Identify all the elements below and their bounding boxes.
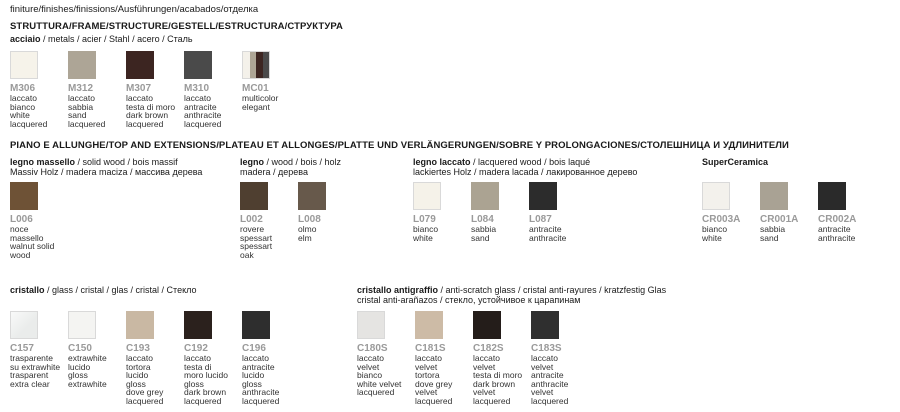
solid-wood-label: [10, 157, 178, 167]
code-mc01: MC01: [242, 83, 269, 94]
swatch-c183s[interactable]: [531, 311, 559, 339]
swatch-c181s[interactable]: [415, 311, 443, 339]
swatch-l002[interactable]: [240, 182, 268, 210]
top-heading: PIANO E ALLUNGHE/TOP AND EXTENSIONS/PLATEAU ET ALLONGES/PLATTE UND VERLÄNGERUNGEN/SOBRE Y PROLONGACIONES/СТОЛЕШНИЦА И УДЛИНИТЕЛИ: [10, 140, 789, 151]
code-c183s: C183S: [531, 343, 562, 354]
swatch-cr002a[interactable]: [818, 182, 846, 210]
metals-label: [10, 34, 193, 44]
code-m306: M306: [10, 83, 36, 94]
swatch-l006[interactable]: [10, 182, 38, 210]
swatch-m312[interactable]: [68, 51, 96, 79]
code-l087: L087: [529, 214, 552, 225]
code-c180s: C180S: [357, 343, 388, 354]
desc-c180s: laccato velvet bianco white velvet lacquered: [357, 353, 402, 398]
swatch-m307[interactable]: [126, 51, 154, 79]
swatch-cr003a[interactable]: [702, 182, 730, 210]
solid-wood-label-bold: legno massello: [10, 157, 76, 167]
desc-m312: laccato sabbia sand lacquered: [68, 93, 106, 129]
swatch-cr001a[interactable]: [760, 182, 788, 210]
swatch-m310[interactable]: [184, 51, 212, 79]
glass-label-rest: / glass / cristal / glas / cristal / Стекло: [44, 285, 197, 295]
lacquered-wood-label-bold: legno laccato: [413, 157, 471, 167]
code-cr001a: CR001A: [760, 214, 799, 225]
glass-label-bold: cristallo: [10, 285, 45, 295]
swatch-c157[interactable]: [10, 311, 38, 339]
glass-label: [10, 285, 196, 295]
code-l079: L079: [413, 214, 436, 225]
code-c193: C193: [126, 343, 150, 354]
solid-wood-label-line2: Massiv Holz / madera maciza / массива дерева: [10, 167, 203, 177]
desc-l087: antracite anthracite: [529, 224, 567, 243]
wood-label-rest: / wood / bois / holz: [264, 157, 342, 167]
code-c182s: C182S: [473, 343, 504, 354]
swatch-c150[interactable]: [68, 311, 96, 339]
ceramic-label: SuperCeramica: [702, 157, 769, 167]
desc-c183s: laccato velvet antracite anthracite velvet lacquered: [531, 353, 569, 406]
metals-label-bold: acciaio: [10, 34, 41, 44]
swatch-m306[interactable]: [10, 51, 38, 79]
desc-l008: olmo elm: [298, 224, 317, 243]
desc-c181s: laccato velvet tortora dove grey velvet lacquered: [415, 353, 453, 406]
swatch-c180s[interactable]: [357, 311, 385, 339]
code-cr002a: CR002A: [818, 214, 857, 225]
code-cr003a: CR003A: [702, 214, 741, 225]
swatch-l087[interactable]: [529, 182, 557, 210]
code-l008: L008: [298, 214, 321, 225]
structure-heading: STRUTTURA/FRAME/STRUCTURE/GESTELL/ESTRUCTURA/СТРУКТУРА: [10, 21, 343, 32]
lacquered-wood-label-line2: lackiertes Holz / madera lacada / лакированное дерево: [413, 167, 638, 177]
desc-cr001a: sabbia sand: [760, 224, 786, 243]
desc-c182s: laccato velvet testa di moro dark brown velvet lacquered: [473, 353, 523, 406]
swatch-mc01[interactable]: [242, 51, 270, 79]
swatch-l079[interactable]: [413, 182, 441, 210]
desc-l006: noce massello walnut solid wood: [10, 224, 55, 260]
code-l006: L006: [10, 214, 33, 225]
solid-wood-label-rest: / solid wood / bois massif: [75, 157, 178, 167]
code-l084: L084: [471, 214, 494, 225]
swatch-c192[interactable]: [184, 311, 212, 339]
code-m307: M307: [126, 83, 152, 94]
code-c150: C150: [68, 343, 92, 354]
wood-label-line2: madera / дерева: [240, 167, 308, 177]
code-c196: C196: [242, 343, 266, 354]
desc-m306: laccato bianco white lacquered: [10, 93, 48, 129]
swatch-l084[interactable]: [471, 182, 499, 210]
desc-mc01: multicolor elegant: [242, 93, 279, 112]
desc-l002: rovere spessart spessart oak: [240, 224, 273, 260]
swatch-c182s[interactable]: [473, 311, 501, 339]
anti-scratch-label-line2: cristal anti-arañazos / стекло, устойчивое к царапинам: [357, 295, 581, 305]
desc-m307: laccato testa di moro dark brown lacquered: [126, 93, 176, 129]
swatch-l008[interactable]: [298, 182, 326, 210]
desc-c196: laccato antracite lucido gloss anthracite lacquered: [242, 353, 280, 406]
desc-l084: sabbia sand: [471, 224, 497, 243]
lacquered-wood-label: [413, 157, 590, 167]
desc-c193: laccato tortora lucido gloss dove grey lacquered: [126, 353, 164, 406]
code-m312: M312: [68, 83, 94, 94]
swatch-c193[interactable]: [126, 311, 154, 339]
page-title: finiture/finishes/finissions/Ausführungen/acabados/отделка: [10, 4, 259, 15]
anti-scratch-label: [357, 285, 666, 295]
desc-c150: extrawhite lucido gloss extrawhite: [68, 353, 107, 389]
code-m310: M310: [184, 83, 210, 94]
swatch-c196[interactable]: [242, 311, 270, 339]
code-c157: C157: [10, 343, 34, 354]
code-c192: C192: [184, 343, 208, 354]
desc-cr002a: antracite anthracite: [818, 224, 856, 243]
desc-c157: trasparente su extrawhite trasparent extra clear: [10, 353, 61, 389]
wood-label-bold: legno: [240, 157, 264, 167]
code-l002: L002: [240, 214, 263, 225]
desc-cr003a: bianco white: [702, 224, 728, 243]
anti-scratch-label-rest: / anti-scratch glass / cristal anti-rayures / kratzfestig Glas: [438, 285, 667, 295]
desc-l079: bianco white: [413, 224, 439, 243]
desc-c192: laccato testa di moro lucido gloss dark brown lacquered: [184, 353, 228, 406]
multicolor-stripe: [263, 52, 270, 78]
lacquered-wood-label-rest: / lacquered wood / bois laqué: [470, 157, 591, 167]
code-c181s: C181S: [415, 343, 446, 354]
anti-scratch-label-bold: cristallo antigraffio: [357, 285, 439, 295]
desc-m310: laccato antracite anthracite lacquered: [184, 93, 222, 129]
wood-label: [240, 157, 341, 167]
metals-label-rest: / metals / acier / Stahl / acero / Сталь: [40, 34, 193, 44]
